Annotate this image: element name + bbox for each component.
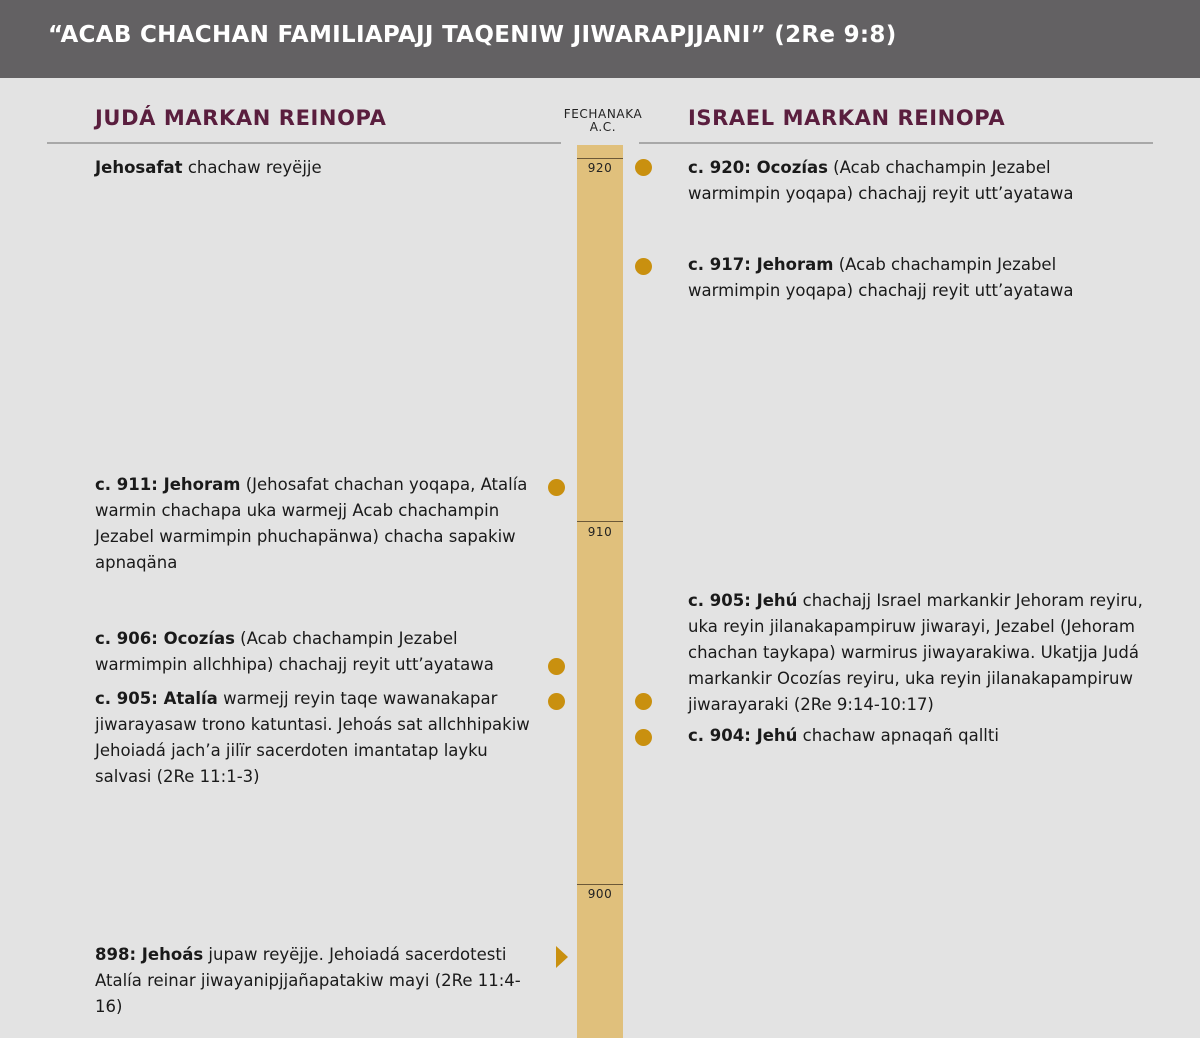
year-label-900: 900	[587, 887, 613, 901]
israel-column-title: ISRAEL MARKAN REINOPA	[688, 106, 1006, 130]
tick-920	[577, 158, 623, 159]
marker-dot-israel-905	[635, 693, 652, 710]
judah-entry-906: c. 906: Ocozías (Acab chachampin Jezabel warmimpin allchhipa) chachajj reyit utt’ayatawa	[95, 629, 494, 674]
marker-arrow-judah-898	[556, 946, 568, 968]
judah-entry-jehosafat: Jehosafat chachaw reyëjje	[95, 158, 322, 177]
judah-entry-911: c. 911: Jehoram (Jehosafat chachan yoqapa, Atalía warmin chachapa uka warmejj Acab chachampin Jezabel warmimpin phuchapänwa) chacha sapakiw apnaqäna	[95, 475, 528, 572]
right-divider	[639, 142, 1153, 144]
tick-900	[577, 884, 623, 885]
israel-entry-920: c. 920: Ocozías (Acab chachampin Jezabel warmimpin yoqapa) chachajj reyit utt’ayatawa	[688, 158, 1074, 203]
tick-910	[577, 521, 623, 522]
timeline-label-line2: A.C.	[589, 120, 617, 134]
marker-dot-israel-920	[635, 159, 652, 176]
timeline-label-line1: FECHANAKA	[563, 107, 643, 121]
left-divider	[47, 142, 561, 144]
year-label-920: 920	[587, 161, 613, 175]
header-bar	[0, 0, 1200, 78]
judah-entry-905: c. 905: Atalía warmejj reyin taqe wawanakapar jiwarayasaw trono katuntasi. Jehoás sat allchhipakiw Jehoiadá jach’a jilïr sacerdoten imantatap layku salvasi (2Re 11:1-3)	[95, 689, 530, 786]
israel-entry-905: c. 905: Jehú chachajj Israel markankir Jehoram reyiru, uka reyin jilanakapampiruw jiwarayi, Jezabel (Jehoram chachan taykapa) warmirus jiwayarakiwa. Ukatjja Judá markankir Ocozías reyiru, uka reyin jilanakapampiruw jiwarayaraki (2Re 9:14-10:17)	[688, 591, 1143, 714]
judah-entry-898: 898: Jehoás jupaw reyëjje. Jehoiadá sacerdotesti Atalía reinar jiwayanipjjañapatakiw mayi (2Re 11:4-16)	[95, 945, 521, 1016]
timeline-label	[553, 108, 653, 134]
marker-dot-judah-905	[548, 693, 565, 710]
marker-dot-judah-906	[548, 658, 565, 675]
marker-dot-judah-911	[548, 479, 565, 496]
marker-dot-israel-917	[635, 258, 652, 275]
judah-column-title: JUDÁ MARKAN REINOPA	[95, 106, 387, 130]
timeline-bar	[577, 145, 623, 1038]
israel-entry-917: c. 917: Jehoram (Acab chachampin Jezabel warmimpin yoqapa) chachajj reyit utt’ayatawa	[688, 255, 1074, 300]
marker-dot-israel-904	[635, 729, 652, 746]
year-label-910: 910	[587, 525, 613, 539]
israel-entry-904: c. 904: Jehú chachaw apnaqañ qallti	[688, 726, 999, 745]
page-title: “ACAB CHACHAN FAMILIAPAJJ TAQENIW JIWARAPJJANI” (2Re 9:8)	[48, 22, 897, 48]
